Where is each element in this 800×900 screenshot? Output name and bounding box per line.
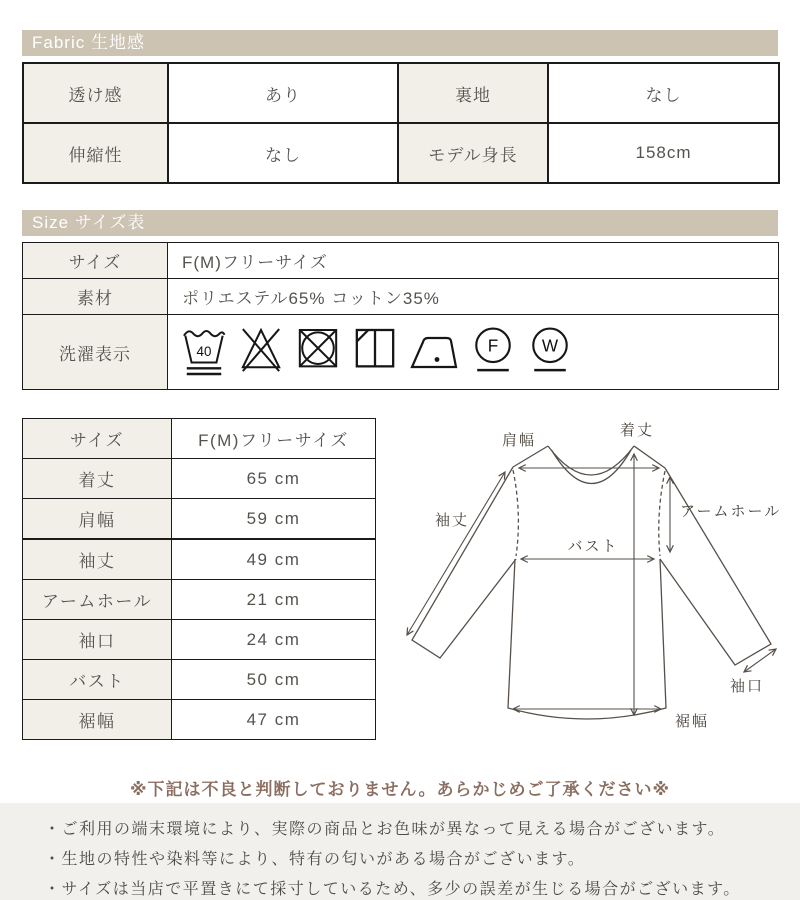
- fabric-row: [23, 63, 779, 123]
- note-item: ・サイズは当店で平置きにて採寸しているため、多少の誤差が生じる場合がございます。: [44, 881, 741, 898]
- measure-row: [23, 539, 376, 580]
- fabric-value: なし: [168, 123, 398, 183]
- fabric-section-title: Fabric 生地感: [32, 33, 145, 52]
- fabric-value: 158cm: [548, 123, 779, 183]
- measure-label: 袖口: [23, 620, 172, 660]
- fabric-label: モデル身長: [398, 123, 548, 183]
- measure-row: [23, 620, 376, 660]
- size-label: サイズ: [23, 243, 168, 279]
- measure-header-value: F(M)フリーサイズ: [172, 419, 376, 459]
- measure-value: 47 cm: [172, 700, 376, 740]
- material-value: ポリエステル65% コットン35%: [168, 279, 779, 315]
- svg-text:40: 40: [196, 343, 212, 359]
- measure-label: アームホール: [23, 580, 172, 620]
- size-section-header: [22, 210, 778, 236]
- measure-row: [23, 660, 376, 700]
- fabric-section-header: [22, 30, 778, 56]
- size-table: [22, 242, 779, 390]
- fabric-label: 裏地: [398, 63, 548, 123]
- label-kitake: 着丈: [619, 422, 655, 439]
- label-sodetake: 袖丈: [434, 512, 470, 529]
- label-armhole: アームホール: [680, 503, 782, 520]
- hang-dry-in-shade-icon: [353, 323, 397, 381]
- measure-row: [23, 700, 376, 740]
- measure-row: [23, 459, 376, 499]
- iron-low-icon: [410, 323, 458, 381]
- note-item: ・ご利用の端末環境により、実際の商品とお色味が異なって見える場合がございます。: [44, 821, 726, 838]
- do-not-bleach-icon: [239, 323, 283, 381]
- size-section-title: Size サイズ表: [32, 213, 146, 232]
- size-row: [23, 243, 779, 279]
- measure-header-row: [23, 419, 376, 459]
- fabric-value: あり: [168, 63, 398, 123]
- svg-text:W: W: [541, 335, 559, 356]
- measure-header-label: サイズ: [23, 419, 172, 459]
- measure-label: 裾幅: [23, 700, 172, 740]
- measure-value: 24 cm: [172, 620, 376, 660]
- measure-row: [23, 499, 376, 540]
- care-label: 洗濯表示: [23, 315, 168, 390]
- garment-outline: [412, 446, 771, 719]
- material-label: 素材: [23, 279, 168, 315]
- wet-clean-w-icon: [528, 323, 572, 381]
- measure-label: 着丈: [23, 459, 172, 499]
- material-row: [23, 279, 779, 315]
- measure-value: 21 cm: [172, 580, 376, 620]
- label-katahaba: 肩幅: [501, 432, 537, 449]
- size-value: F(M)フリーサイズ: [168, 243, 779, 279]
- fabric-row: [23, 123, 779, 183]
- measure-label: バスト: [23, 660, 172, 700]
- garment-diagram: [388, 413, 800, 761]
- measure-label: 袖丈: [23, 539, 172, 580]
- fabric-table: [22, 62, 780, 184]
- label-susohaba: 裾幅: [674, 713, 710, 730]
- measure-value: 49 cm: [172, 539, 376, 580]
- measure-label: 肩幅: [23, 499, 172, 540]
- notes-box: [0, 803, 800, 900]
- notes-heading: ※下記は不良と判断しておりません。あらかじめご了承ください※: [129, 780, 671, 799]
- label-bust: バスト: [567, 538, 619, 555]
- dry-clean-f-icon: [471, 323, 515, 381]
- wash-40-icon: [182, 323, 226, 381]
- measurements-table: [22, 418, 376, 740]
- measure-row: [23, 580, 376, 620]
- measure-value: 50 cm: [172, 660, 376, 700]
- fabric-value: なし: [548, 63, 779, 123]
- fabric-label: 透け感: [23, 63, 168, 123]
- measure-value: 65 cm: [172, 459, 376, 499]
- measure-arrows: [407, 454, 776, 715]
- svg-text:F: F: [487, 335, 499, 356]
- care-row: [23, 315, 779, 390]
- note-item: ・生地の特性や染料等により、特有の匂いがある場合がございます。: [44, 851, 586, 868]
- measure-value: 59 cm: [172, 499, 376, 540]
- care-symbols: [182, 323, 777, 381]
- label-sodeguchi: 袖口: [729, 678, 765, 695]
- do-not-tumble-dry-icon: [296, 323, 340, 381]
- fabric-label: 伸縮性: [23, 123, 168, 183]
